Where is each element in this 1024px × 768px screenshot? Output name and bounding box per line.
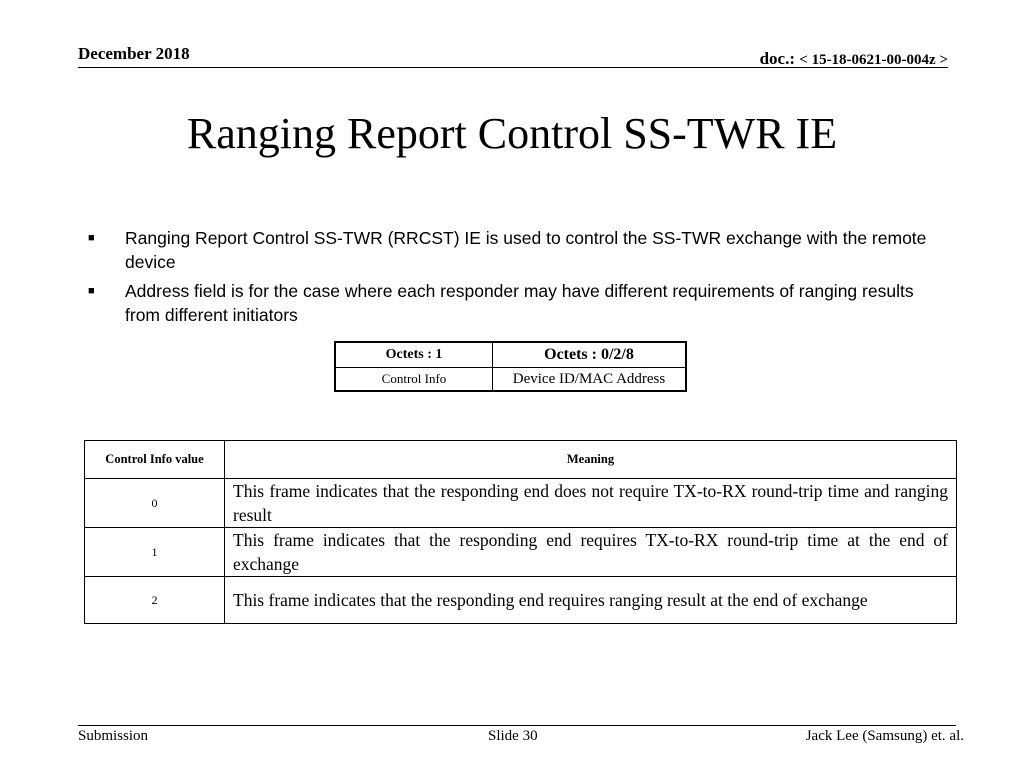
header-doc-id xyxy=(760,49,948,69)
table-row xyxy=(85,528,957,577)
field-format-table xyxy=(334,341,687,392)
column-header: Meaning xyxy=(225,441,957,479)
control-value-cell: 1 xyxy=(85,528,225,577)
square-bullet-icon: ■ xyxy=(88,232,95,244)
field-header-cell: Octets : 1 xyxy=(335,342,493,368)
meaning-cell: This frame indicates that the responding end requires ranging result at the end of exchange xyxy=(225,577,957,624)
meaning-cell: This frame indicates that the responding end does not require TX-to-RX round-trip time and ranging result xyxy=(225,479,957,528)
bullet-list xyxy=(88,226,948,332)
header-divider xyxy=(78,67,948,68)
field-header-cell: Octets : 0/2/8 xyxy=(493,342,687,368)
doc-label: doc.: xyxy=(759,49,796,68)
field-cell: Control Info xyxy=(335,368,493,392)
meaning-cell: This frame indicates that the responding end requires TX-to-RX round-trip time at the end of exchange xyxy=(225,528,957,577)
control-value-cell: 0 xyxy=(85,479,225,528)
control-value-cell: 2 xyxy=(85,577,225,624)
slide-title: Ranging Report Control SS-TWR IE xyxy=(186,109,838,158)
footer-divider xyxy=(78,725,956,726)
bullet-item xyxy=(88,279,948,327)
field-cell: Device ID/MAC Address xyxy=(493,368,687,392)
table-row xyxy=(85,577,957,624)
header-date: December 2018 xyxy=(78,44,190,63)
doc-number: < 15-18-0621-00-004z > xyxy=(799,52,948,68)
footer-slide-number: Slide 30 xyxy=(488,728,538,744)
table-row xyxy=(85,479,957,528)
column-header: Control Info value xyxy=(85,441,225,479)
footer-author: Jack Lee (Samsung) et. al. xyxy=(805,728,964,744)
control-info-table xyxy=(84,440,957,624)
footer-submission: Submission xyxy=(78,728,149,744)
bullet-text: Address field is for the case where each responder may have different requirements of ranging results from different initiators xyxy=(125,281,914,325)
bullet-item xyxy=(88,226,948,274)
bullet-text: Ranging Report Control SS-TWR (RRCST) IE is used to control the SS-TWR exchange with the remote device xyxy=(125,228,927,272)
square-bullet-icon: ■ xyxy=(88,285,95,297)
